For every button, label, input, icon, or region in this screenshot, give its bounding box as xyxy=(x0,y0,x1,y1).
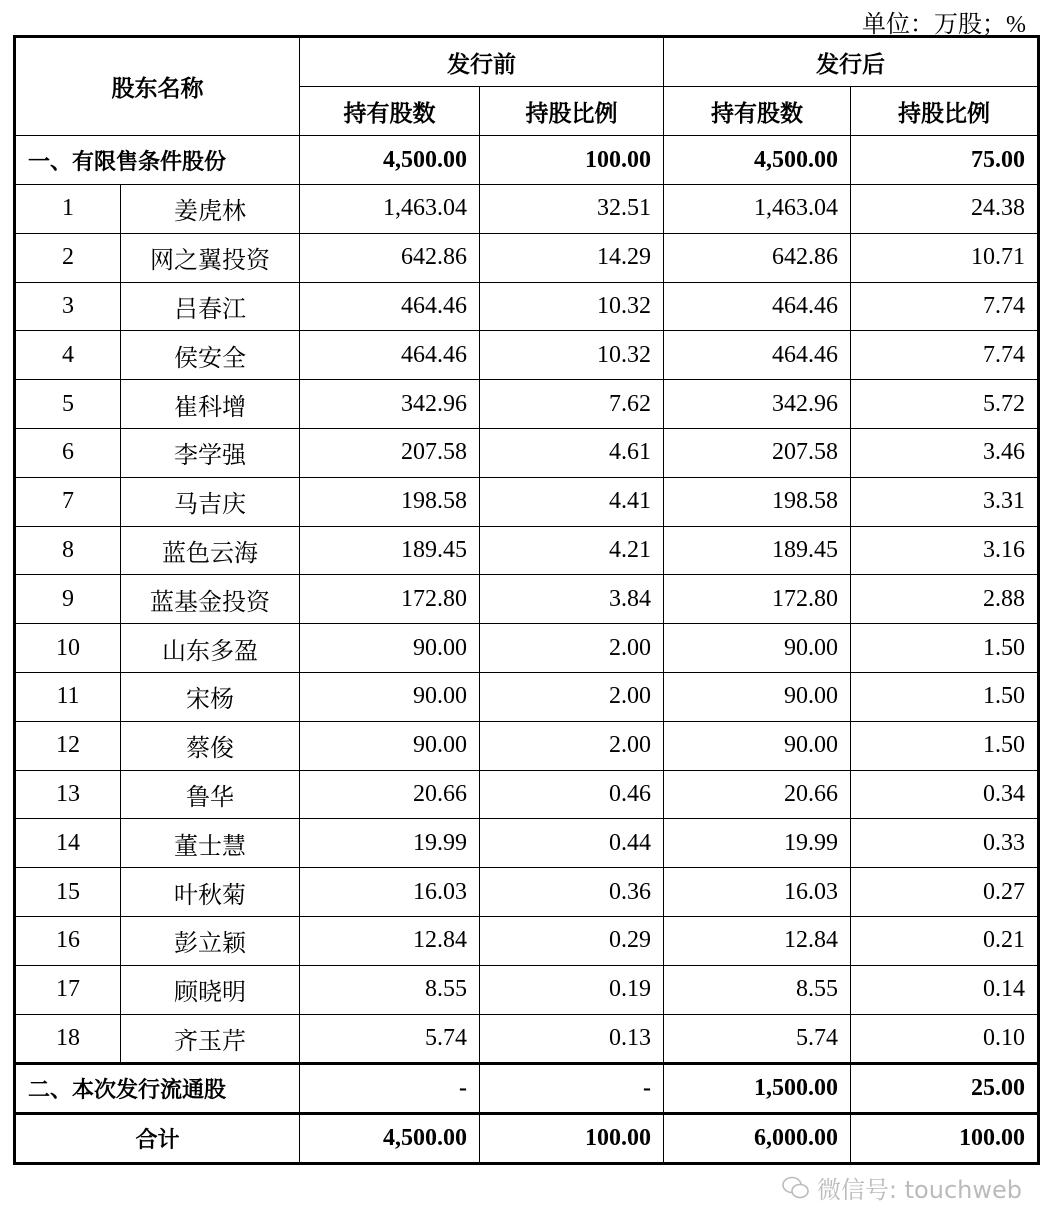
after-ratio: 25.00 xyxy=(851,1063,1039,1113)
before-ratio: 3.84 xyxy=(480,575,664,624)
row-number: 6 xyxy=(15,428,121,477)
row-number: 12 xyxy=(15,721,121,770)
row-number: 10 xyxy=(15,624,121,673)
table-row xyxy=(15,1014,1039,1063)
before-shares: 642.86 xyxy=(300,233,480,282)
table-row xyxy=(15,233,1039,282)
after-ratio: 1.50 xyxy=(851,624,1039,673)
after-ratio: 3.46 xyxy=(851,428,1039,477)
before-ratio: 0.44 xyxy=(480,819,664,868)
before-shares: 198.58 xyxy=(300,477,480,526)
row-number: 2 xyxy=(15,233,121,282)
before-ratio: 2.00 xyxy=(480,624,664,673)
before-shares: 12.84 xyxy=(300,916,480,965)
after-ratio: 100.00 xyxy=(851,1113,1039,1163)
table-row xyxy=(15,331,1039,380)
row-number: 9 xyxy=(15,575,121,624)
before-ratio: 2.00 xyxy=(480,721,664,770)
table-row xyxy=(15,185,1039,234)
after-shares: 1,500.00 xyxy=(664,1063,851,1113)
header-before-ratio: 持股比例 xyxy=(480,87,664,136)
row-number: 5 xyxy=(15,380,121,429)
after-ratio: 5.72 xyxy=(851,380,1039,429)
after-shares: 4,500.00 xyxy=(664,136,851,185)
row-number: 7 xyxy=(15,477,121,526)
header-after-shares: 持有股数 xyxy=(664,87,851,136)
after-ratio: 1.50 xyxy=(851,721,1039,770)
before-shares: 4,500.00 xyxy=(300,136,480,185)
row-number: 11 xyxy=(15,672,121,721)
before-shares: 19.99 xyxy=(300,819,480,868)
total-row xyxy=(15,1113,1039,1163)
before-shares: 189.45 xyxy=(300,526,480,575)
shareholder-name: 顾晓明 xyxy=(121,965,300,1014)
row-label: 合计 xyxy=(15,1113,300,1163)
shareholder-name: 叶秋菊 xyxy=(121,868,300,917)
before-shares: - xyxy=(300,1063,480,1113)
row-number: 17 xyxy=(15,965,121,1014)
table-row xyxy=(15,477,1039,526)
row-number: 14 xyxy=(15,819,121,868)
after-shares: 20.66 xyxy=(664,770,851,819)
shareholder-name: 吕春江 xyxy=(121,282,300,331)
shareholder-name: 网之翼投资 xyxy=(121,233,300,282)
after-ratio: 7.74 xyxy=(851,282,1039,331)
after-ratio: 0.27 xyxy=(851,868,1039,917)
section-restricted-row xyxy=(15,136,1039,185)
after-ratio: 0.14 xyxy=(851,965,1039,1014)
shareholder-name: 马吉庆 xyxy=(121,477,300,526)
row-number: 15 xyxy=(15,868,121,917)
header-name: 股东名称 xyxy=(15,37,300,136)
header-before-shares: 持有股数 xyxy=(300,87,480,136)
row-number: 13 xyxy=(15,770,121,819)
table-row xyxy=(15,819,1039,868)
table-row xyxy=(15,428,1039,477)
section-label: 一、有限售条件股份 xyxy=(15,136,300,185)
after-shares: 642.86 xyxy=(664,233,851,282)
after-ratio: 0.10 xyxy=(851,1014,1039,1063)
after-ratio: 1.50 xyxy=(851,672,1039,721)
shareholder-name: 蓝基金投资 xyxy=(121,575,300,624)
row-number: 16 xyxy=(15,916,121,965)
after-shares: 464.46 xyxy=(664,282,851,331)
header-after: 发行后 xyxy=(664,37,1039,87)
after-shares: 90.00 xyxy=(664,624,851,673)
before-shares: 20.66 xyxy=(300,770,480,819)
before-shares: 8.55 xyxy=(300,965,480,1014)
shareholder-name: 山东多盈 xyxy=(121,624,300,673)
before-shares: 1,463.04 xyxy=(300,185,480,234)
table-row xyxy=(15,380,1039,429)
shareholder-name: 姜虎林 xyxy=(121,185,300,234)
before-shares: 4,500.00 xyxy=(300,1113,480,1163)
table-row xyxy=(15,916,1039,965)
after-shares: 172.80 xyxy=(664,575,851,624)
before-shares: 207.58 xyxy=(300,428,480,477)
before-ratio: 100.00 xyxy=(480,1113,664,1163)
before-ratio: 0.13 xyxy=(480,1014,664,1063)
after-ratio: 0.21 xyxy=(851,916,1039,965)
before-shares: 90.00 xyxy=(300,672,480,721)
shareholder-name: 彭立颖 xyxy=(121,916,300,965)
header-after-ratio: 持股比例 xyxy=(851,87,1039,136)
after-ratio: 0.33 xyxy=(851,819,1039,868)
before-ratio: 0.19 xyxy=(480,965,664,1014)
shareholder-name: 侯安全 xyxy=(121,331,300,380)
watermark-text: 微信号: touchweb xyxy=(816,1176,1022,1204)
before-ratio: 10.32 xyxy=(480,331,664,380)
after-shares: 12.84 xyxy=(664,916,851,965)
after-ratio: 75.00 xyxy=(851,136,1039,185)
before-shares: 464.46 xyxy=(300,282,480,331)
before-ratio: - xyxy=(480,1063,664,1113)
before-shares: 172.80 xyxy=(300,575,480,624)
after-shares: 90.00 xyxy=(664,721,851,770)
after-shares: 189.45 xyxy=(664,526,851,575)
shareholder-name: 李学强 xyxy=(121,428,300,477)
shareholder-name: 蔡俊 xyxy=(121,721,300,770)
before-ratio: 2.00 xyxy=(480,672,664,721)
after-shares: 1,463.04 xyxy=(664,185,851,234)
before-ratio: 14.29 xyxy=(480,233,664,282)
after-shares: 16.03 xyxy=(664,868,851,917)
after-ratio: 3.31 xyxy=(851,477,1039,526)
shareholder-name: 董士慧 xyxy=(121,819,300,868)
after-ratio: 0.34 xyxy=(851,770,1039,819)
table-row xyxy=(15,575,1039,624)
after-ratio: 7.74 xyxy=(851,331,1039,380)
before-shares: 342.96 xyxy=(300,380,480,429)
wechat-icon xyxy=(781,1175,811,1201)
before-shares: 5.74 xyxy=(300,1014,480,1063)
before-ratio: 0.36 xyxy=(480,868,664,917)
row-number: 4 xyxy=(15,331,121,380)
row-label: 二、本次发行流通股 xyxy=(15,1063,300,1113)
shareholder-name: 蓝色云海 xyxy=(121,526,300,575)
before-shares: 90.00 xyxy=(300,721,480,770)
table-row xyxy=(15,672,1039,721)
section-public-row xyxy=(15,1063,1039,1113)
after-shares: 90.00 xyxy=(664,672,851,721)
after-shares: 6,000.00 xyxy=(664,1113,851,1163)
shareholder-table xyxy=(13,35,1040,1165)
table-row xyxy=(15,721,1039,770)
table-row xyxy=(15,282,1039,331)
before-ratio: 100.00 xyxy=(480,136,664,185)
after-ratio: 24.38 xyxy=(851,185,1039,234)
after-ratio: 2.88 xyxy=(851,575,1039,624)
table-row xyxy=(15,868,1039,917)
before-ratio: 10.32 xyxy=(480,282,664,331)
after-shares: 464.46 xyxy=(664,331,851,380)
before-ratio: 4.61 xyxy=(480,428,664,477)
unit-note: 单位：万股；% xyxy=(862,12,1026,38)
after-shares: 19.99 xyxy=(664,819,851,868)
after-ratio: 10.71 xyxy=(851,233,1039,282)
row-number: 3 xyxy=(15,282,121,331)
before-ratio: 0.29 xyxy=(480,916,664,965)
before-shares: 464.46 xyxy=(300,331,480,380)
after-shares: 5.74 xyxy=(664,1014,851,1063)
before-ratio: 7.62 xyxy=(480,380,664,429)
table-row xyxy=(15,624,1039,673)
table-row xyxy=(15,526,1039,575)
before-shares: 16.03 xyxy=(300,868,480,917)
shareholder-name: 宋杨 xyxy=(121,672,300,721)
shareholder-name: 鲁华 xyxy=(121,770,300,819)
after-shares: 207.58 xyxy=(664,428,851,477)
row-number: 1 xyxy=(15,185,121,234)
after-ratio: 3.16 xyxy=(851,526,1039,575)
before-shares: 90.00 xyxy=(300,624,480,673)
before-ratio: 32.51 xyxy=(480,185,664,234)
watermark xyxy=(781,1170,1022,1205)
shareholder-name: 齐玉芹 xyxy=(121,1014,300,1063)
after-shares: 198.58 xyxy=(664,477,851,526)
table-row xyxy=(15,770,1039,819)
row-number: 18 xyxy=(15,1014,121,1063)
before-ratio: 0.46 xyxy=(480,770,664,819)
after-shares: 8.55 xyxy=(664,965,851,1014)
row-number: 8 xyxy=(15,526,121,575)
shareholder-name: 崔科增 xyxy=(121,380,300,429)
after-shares: 342.96 xyxy=(664,380,851,429)
before-ratio: 4.21 xyxy=(480,526,664,575)
header-before: 发行前 xyxy=(300,37,664,87)
table-row xyxy=(15,965,1039,1014)
before-ratio: 4.41 xyxy=(480,477,664,526)
